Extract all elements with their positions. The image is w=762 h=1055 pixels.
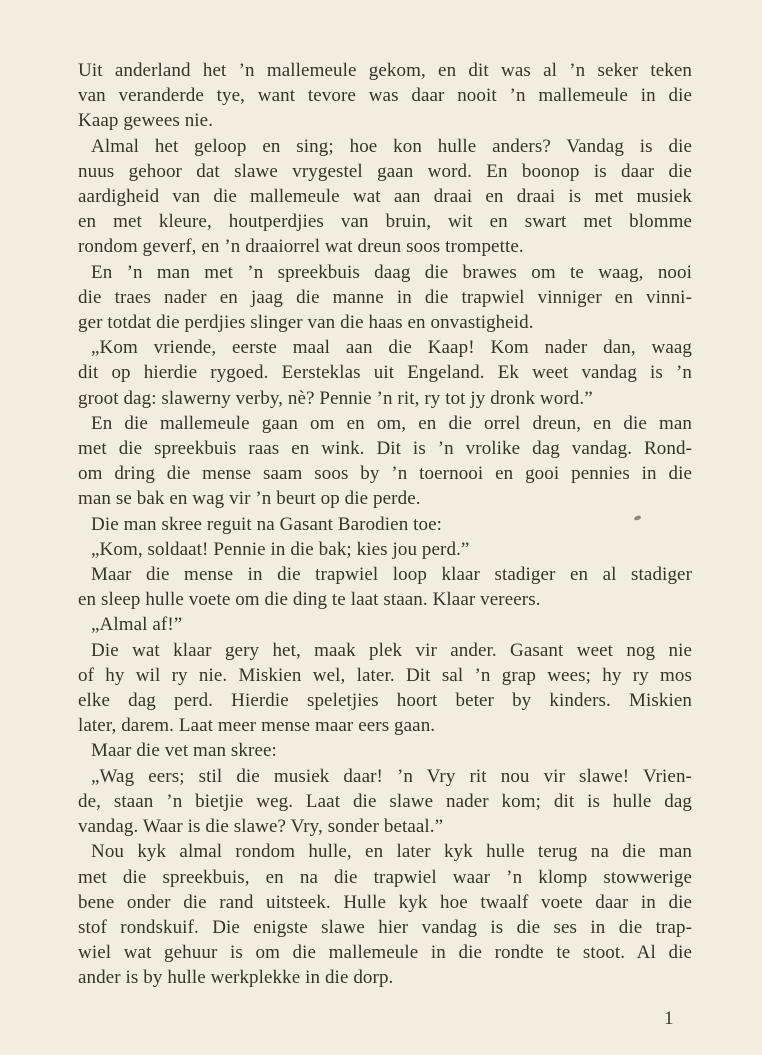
- paragraph: [78, 537, 692, 562]
- paragraph: [78, 335, 692, 411]
- text-line: en sleep hulle voete om die ding te laat staan. Klaar vereers.: [78, 589, 541, 611]
- text-line: de, staan ’n bietjie weg. Laat die slawe nader kom; dit is hulle dag: [78, 790, 692, 812]
- text-line: En die mallemeule gaan om en om, en die orrel dreun, en die man: [91, 412, 692, 434]
- text-line: „Kom, soldaat! Pennie in die bak; kies jou perd.”: [91, 538, 470, 560]
- text-line: Almal het geloop en sing; hoe kon hulle anders? Vandag is die: [91, 135, 692, 157]
- text-line: Nou kyk almal rondom hulle, en later kyk hulle terug na die man: [91, 841, 692, 863]
- paragraph: [78, 58, 692, 134]
- text-line: En ’n man met ’n spreekbuis daag die brawes om te waag, nooi: [91, 261, 692, 283]
- paragraph: [78, 260, 692, 336]
- text-line: bene onder die rand uitsteek. Hulle kyk hoe twaalf voete daar in die: [78, 891, 692, 913]
- text-line: van veranderde tye, want tevore was daar nooit ’n mallemeule in die: [78, 85, 692, 107]
- text-line: Kaap gewees nie.: [78, 110, 214, 132]
- paragraph: [78, 562, 692, 612]
- paragraph: [78, 638, 692, 739]
- paragraph: [78, 612, 692, 637]
- paragraph: [78, 839, 692, 990]
- text-line: nuus gehoor dat slawe vrygestel gaan word. En boonop is daar die: [78, 160, 692, 182]
- text-line: ander is by hulle werkplekke in die dorp.: [78, 967, 394, 989]
- text-line: Die man skree reguit na Gasant Barodien toe:: [91, 513, 443, 535]
- paragraph: [78, 512, 692, 537]
- paragraph: [78, 764, 692, 840]
- text-line: dit op hierdie rygoed. Eersteklas uit Engeland. Ek weet vandag is ’n: [78, 362, 692, 384]
- text-line: later, darem. Laat meer mense maar eers gaan.: [78, 715, 436, 737]
- text-line: groot dag: slawerny verby, nè? Pennie ’n rit, ry tot jy dronk word.”: [78, 387, 593, 409]
- text-line: met die spreekbuis, en na die trapwiel waar ’n klomp stowwerige: [78, 866, 692, 888]
- text-line: of hy wil ry nie. Miskien wel, later. Dit sal ’n grap wees; hy ry mos: [78, 664, 692, 686]
- page-number: 1: [664, 1008, 674, 1029]
- text-line: ger totdat die perdjies slinger van die haas en onvastigheid.: [78, 312, 534, 334]
- text-line: „Almal af!”: [91, 614, 183, 636]
- paragraph: [78, 134, 692, 260]
- text-line: om dring die mense saam soos by ’n toernooi en gooi pennies in die: [78, 463, 692, 485]
- text-line: man se bak en wag vir ’n beurt op die perde.: [78, 488, 421, 510]
- paragraph: [78, 411, 692, 512]
- text-line: met die spreekbuis raas en wink. Dit is ’n vrolike dag vandag. Rond-: [78, 438, 692, 460]
- text-line: Die wat klaar gery het, maak plek vir ander. Gasant weet nog nie: [91, 639, 692, 661]
- text-line: Maar die mense in die trapwiel loop klaar stadiger en al stadiger: [91, 564, 692, 586]
- text-line: wiel wat gehuur is om die mallemeule in die rondte te stoot. Al die: [78, 942, 692, 964]
- text-line: vandag. Waar is die slawe? Vry, sonder betaal.”: [78, 816, 444, 838]
- text-line: „Wag eers; stil die musiek daar! ’n Vry rit nou vir slawe! Vrien-: [91, 765, 692, 787]
- text-line: Uit anderland het ’n mallemeule gekom, en dit was al ’n seker teken: [78, 60, 692, 81]
- paragraph: [78, 738, 692, 763]
- text-line: elke dag perd. Hierdie speletjies hoort beter by kinders. Miskien: [78, 690, 692, 712]
- text-line: „Kom vriende, eerste maal aan die Kaap! Kom nader dan, waag: [91, 337, 692, 359]
- page-text: [78, 58, 692, 991]
- text-line: rondom geverf, en ’n draaiorrel wat dreun soos trompette.: [78, 236, 524, 258]
- text-line: die traes nader en jaag die manne in die trapwiel vinniger en vinni-: [78, 286, 692, 308]
- text-line: stof rondskuif. Die enigste slawe hier vandag is die ses in die trap-: [78, 916, 692, 938]
- text-line: en met kleure, houtperdjies van bruin, wit en swart met blomme: [78, 211, 692, 233]
- text-line: aardigheid van die mallemeule wat aan draai en draai is met musiek: [78, 186, 692, 208]
- text-line: Maar die vet man skree:: [91, 740, 277, 762]
